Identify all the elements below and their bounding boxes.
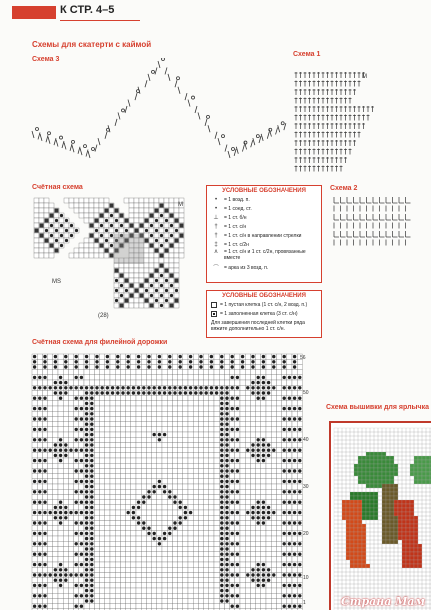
legend-text: = 1 ст. с/н в направлении стрелки [224, 232, 302, 239]
double-crochet-arrow-icon: † [214, 232, 218, 239]
embroidery-label: Схема вышивки для ярлычка [326, 404, 429, 411]
legend-row [207, 300, 321, 309]
row-number: 40 [303, 437, 309, 443]
counted-marker-ms: MS [52, 279, 61, 285]
section-subtitle: Схемы для скатерти с каймой [32, 40, 152, 49]
header-bar [12, 6, 56, 19]
counted-scheme-label: Счётная схема [32, 184, 83, 191]
legend-filet-title: УСЛОВНЫЕ ОБОЗНАЧЕНИЯ [222, 293, 306, 299]
scheme2-diagram [330, 193, 412, 249]
legend-filet [206, 290, 322, 338]
scheme1-label: Схема 1 [293, 51, 321, 58]
counted-scheme-diagram [30, 194, 200, 324]
legend-text: = 1 возд. п. [224, 196, 250, 203]
row-number: 50 [303, 390, 309, 396]
embroidery-chart [326, 418, 431, 610]
legend-row [207, 222, 321, 231]
slip-stitch-icon: • [214, 205, 218, 212]
page-title: К СТР. 4–5 [60, 4, 115, 16]
legend-symbols-title: УСЛОВНЫЕ ОБОЗНАЧЕНИЯ [222, 188, 306, 194]
legend-row [207, 263, 321, 272]
header-underline [60, 20, 140, 21]
legend-row [207, 195, 321, 204]
legend-row [207, 309, 321, 318]
row-number: 56 [300, 355, 306, 361]
row-number: 30 [303, 484, 309, 490]
legend-text: = 1 ст. с/2н [224, 241, 249, 248]
empty-cell-icon [211, 302, 217, 308]
legend-row [207, 231, 321, 240]
legend-note: Для завершения последней клетки ряда вяжите дополнительно 1 ст. с/н. [211, 320, 305, 332]
chain-stitch-icon: • [214, 196, 218, 203]
legend-text: = 1 пустая клетка (1 ст. с/н, 2 возд. п.) [220, 301, 308, 308]
row-number: 1 [303, 600, 306, 606]
decrease-icon: ʌ [214, 249, 218, 255]
legend-text: = арка из 3 возд. п. [224, 264, 269, 271]
row-number: 20 [303, 531, 309, 537]
double-crochet-icon: † [214, 223, 218, 230]
counted-marker-28: (28) [98, 313, 109, 319]
legend-text: = 1 ст. с/н [224, 223, 247, 230]
single-crochet-icon: ⊥ [213, 215, 219, 221]
scheme1-diagram [292, 64, 410, 180]
treble-crochet-icon: ‡ [214, 241, 218, 248]
arch-icon: ⌒ [212, 266, 219, 272]
scheme3-label: Схема 3 [32, 56, 60, 63]
legend-row [207, 204, 321, 213]
legend-row [207, 249, 321, 263]
legend-text: = 1 соед. ст. [224, 205, 252, 212]
legend-row [207, 240, 321, 249]
scheme3-diagram [30, 58, 295, 170]
filet-grid [30, 352, 320, 610]
counted-marker-m: М [178, 202, 183, 208]
filled-cell-icon [211, 311, 217, 317]
watermark-logo: Страна Мам [341, 595, 425, 608]
filet-scheme-label: Счётная схема для филейной дорожки [32, 339, 168, 346]
legend-text: = 1 ст. б/н [224, 214, 247, 221]
row-number: 10 [303, 575, 309, 581]
legend-row [207, 213, 321, 222]
legend-symbols [206, 185, 322, 283]
scheme2-label: Схема 2 [330, 185, 358, 192]
legend-text: = 1 ст. с/н и 1 ст. с/2н, провязанные вместе [224, 249, 306, 261]
legend-text: = 1 заполненная клетка (3 ст. с/н) [220, 310, 298, 317]
scheme1-marker: М [362, 74, 367, 80]
